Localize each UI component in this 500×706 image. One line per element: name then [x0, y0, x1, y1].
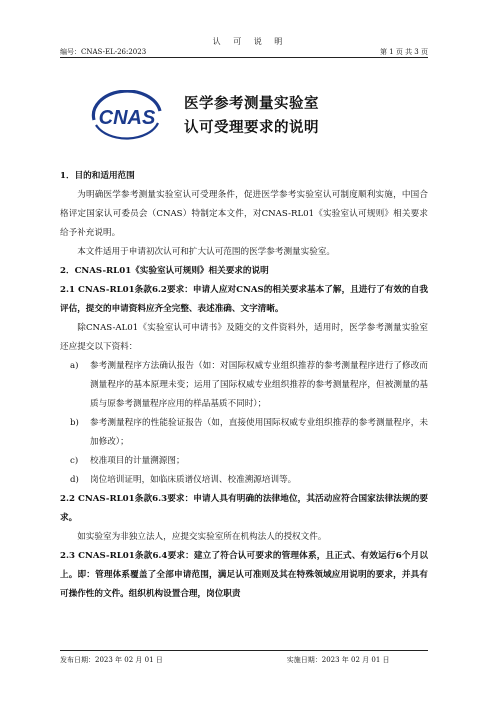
page-indicator: 第 1 页 共 3 页	[379, 48, 428, 56]
logo-text: CNAS	[98, 107, 156, 129]
issue-date: 发布日期：2023 年 02 月 01 日	[60, 656, 163, 664]
document-body	[60, 167, 428, 604]
list-marker: d)	[70, 475, 79, 485]
list-text: 参考测量程序的性能验证报告（如，直接使用国际权威专业组织推荐的参考测量程序，未加修改）；	[90, 418, 428, 447]
list-text: 参考测量程序方法确认报告（如：对国际权威专业组织推荐的参考测量程序进行了修改而测量程序的基本原理未变；运用了国际权威专业组织推荐的参考测量程序，但被测量的基质与原参考测量程序应用的样品基质不同时）；	[90, 361, 428, 409]
section-1-heading: 1．目的和适用范围	[60, 171, 135, 181]
list-item	[60, 452, 428, 471]
title-line-2: 认可受理要求的说明	[184, 119, 319, 136]
list-marker: a)	[70, 361, 79, 371]
footer	[60, 655, 428, 665]
list-text: 校准项目的计量溯源图；	[90, 456, 185, 466]
list-marker: b)	[70, 418, 79, 428]
list-text: 岗位培训证明，如临床质谱仪培训、校准溯源培训等。	[90, 475, 297, 485]
section-2-1-paragraph: 除CNAS-AL01《实验室认可申请书》及随交的文件资料外，适用时，医学参考测量实验室还应提交以下资料：	[60, 323, 428, 352]
list-item	[60, 414, 428, 452]
section-2-1-heading: 2.1 CNAS-RL01条款6.2要求：申请人应对CNAS的相关要求基本了解，且进行了有效的自我评估，提交的申请资料应齐全完整、表述准确、文字清晰。	[60, 285, 428, 314]
document-title	[184, 92, 319, 140]
section-2-heading: 2．CNAS-RL01《实验室认可规则》相关要求的说明	[60, 266, 269, 276]
header-row	[60, 47, 428, 57]
header-rule	[60, 57, 428, 58]
section-2-2-heading: 2.2 CNAS-RL01条款6.3要求：申请人具有明确的法律地位，其活动应符合国家法律法规的要求。	[60, 494, 428, 523]
section-2-2-paragraph: 如实验室为非独立法人，应提交实验室所在机构法人的授权文件。	[77, 532, 327, 542]
section-1-paragraph-2: 本文件适用于申请初次认可和扩大认可范围的医学参考测量实验室。	[77, 247, 336, 257]
section-1-paragraph-1: 为明确医学参考测量实验室认可受理条件，促进医学参考实验室认可制度顺利实施，中国合格评定国家认可委员会（CNAS）特制定本文件，对CNAS-RL01《实验室认可规则》相关要求给予补充说明。	[60, 190, 428, 238]
cnas-logo	[88, 90, 166, 142]
list-item	[60, 471, 428, 490]
header-title: 认 可 说 明	[212, 37, 288, 46]
title-line-1: 医学参考测量实验室	[184, 95, 319, 112]
effective-date: 实施日期：2023 年 02 月 01 日	[286, 656, 390, 664]
list-item	[60, 357, 428, 414]
document-number: 编号：CNAS-EL-26:2023	[60, 48, 147, 56]
list-marker: c)	[70, 456, 79, 466]
section-2-3-heading: 2.3 CNAS-RL01条款6.4要求：建立了符合认可要求的管理体系，且正式、有效运行6个月以上。即：管理体系覆盖了全部申请范围，满足认可准则及其在特殊领域应用说明的要求，并具有可操作性的文件。组织机构设置合理，岗位职责	[60, 551, 428, 599]
footer-rule	[60, 650, 428, 651]
